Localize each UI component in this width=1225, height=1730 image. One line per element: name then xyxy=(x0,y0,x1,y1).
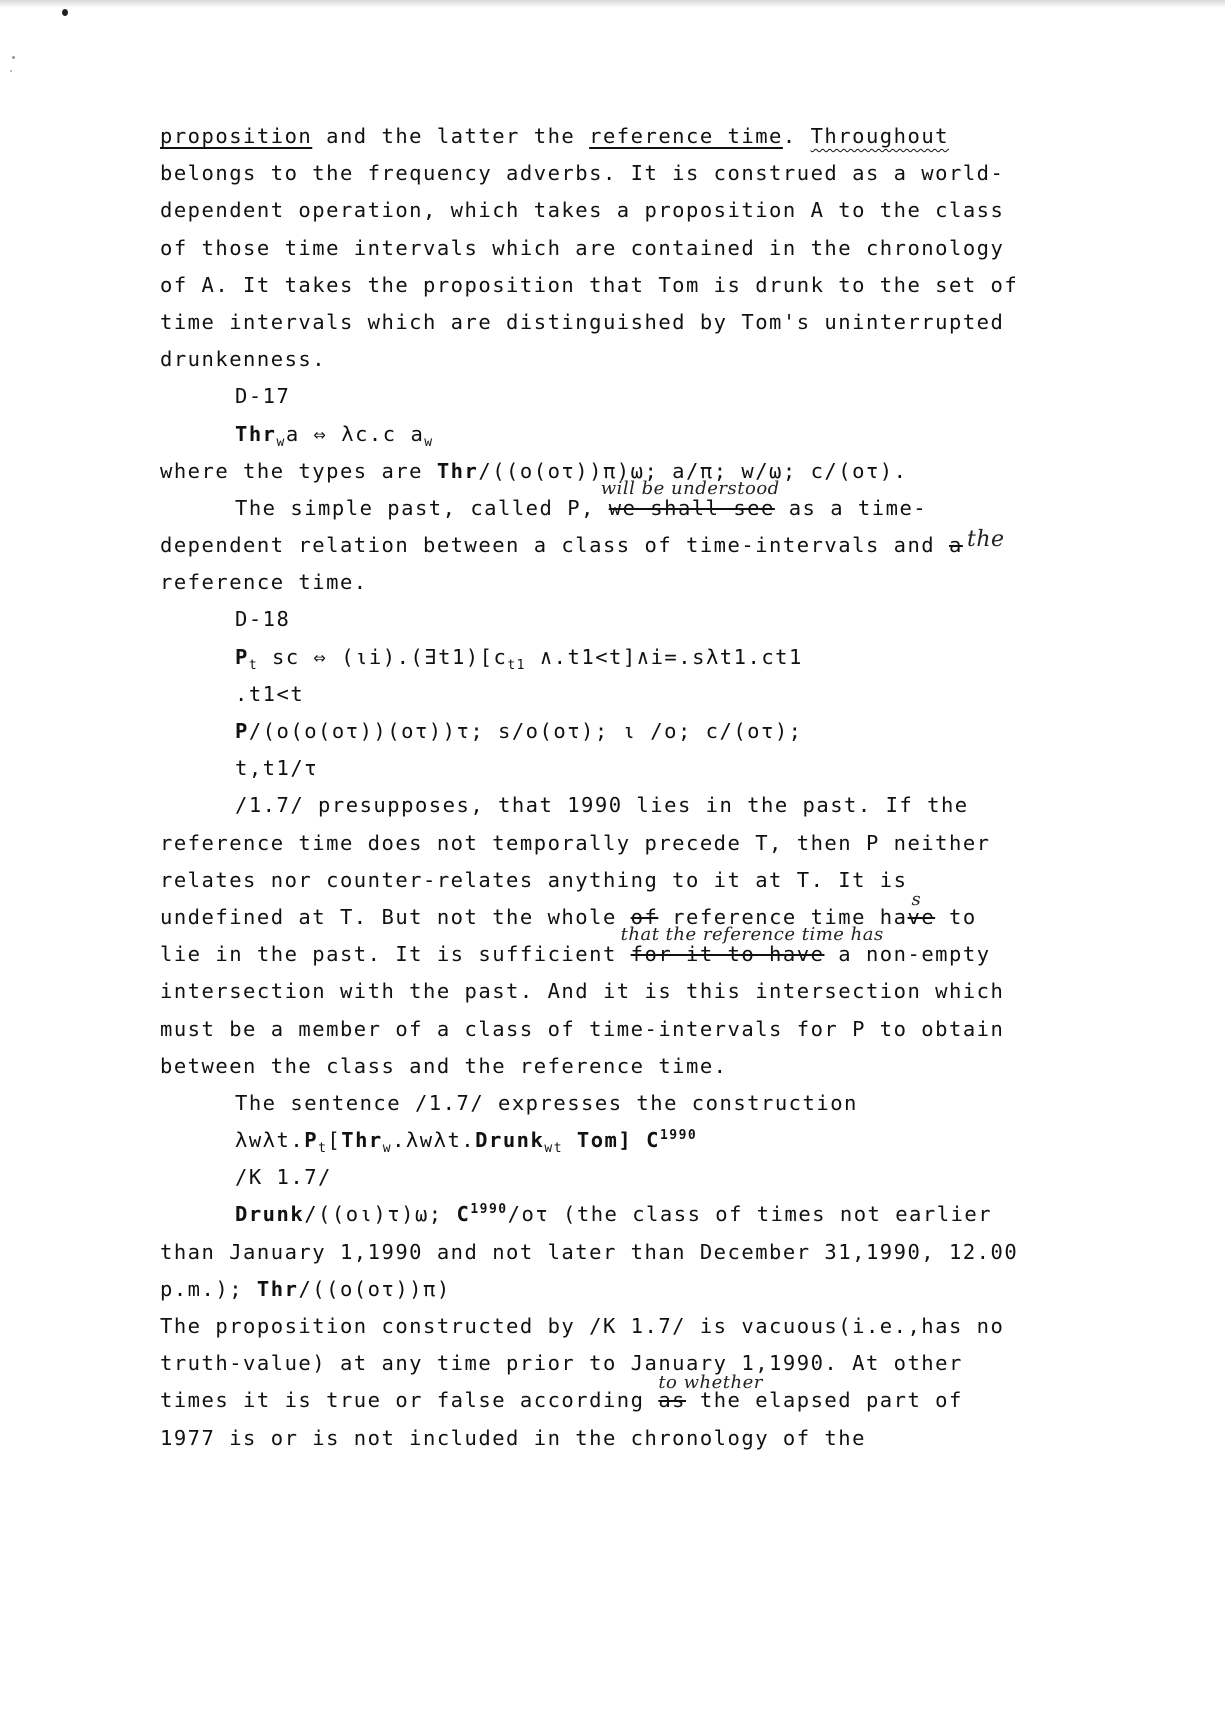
handwritten-insertion: to whether xyxy=(658,1372,763,1394)
types-line xyxy=(160,1271,1100,1308)
text-line: reference time does not temporally precede T, then P neither xyxy=(160,830,991,855)
text-line xyxy=(160,118,1100,155)
formula-part: Thr xyxy=(436,458,479,483)
text-span: where the types are xyxy=(160,458,437,483)
text-line: dependent operation, which takes a proposition A to the class xyxy=(160,198,1005,223)
text-line: of A. It takes the proposition that Tom is drunk to the set of xyxy=(160,272,1019,297)
scan-speck xyxy=(10,70,12,72)
formula-sup: 1990 xyxy=(470,1202,508,1218)
formula-part: [ xyxy=(327,1128,342,1153)
struck-text: we shall see xyxy=(608,495,775,520)
struck-text: a xyxy=(949,533,963,558)
text-line: 1977 is or is not included in the chronology of the xyxy=(160,1425,866,1450)
formula-sub: t xyxy=(248,657,259,673)
formula-part: ∧.t1<t]∧i=.sλt1.ct1 xyxy=(526,644,803,669)
formula-part: Thr xyxy=(235,421,277,446)
text-span: and the latter the xyxy=(312,124,590,148)
text-line: relates nor counter-relates anything to it at T. It is xyxy=(160,867,908,892)
text-line: reference time. xyxy=(160,570,368,595)
struck-text: ve xyxy=(907,904,936,929)
text-span: /oτ (the class of times not earlier xyxy=(507,1202,993,1227)
formula-part: Tom] C xyxy=(563,1128,660,1153)
text-span: . xyxy=(782,124,811,148)
text-span: times it is true or false according xyxy=(160,1388,659,1413)
formula-d17 xyxy=(160,416,1100,453)
text-line: time intervals which are distinguished by Tom's uninterrupted xyxy=(160,309,1005,334)
text-span: p.m.); xyxy=(160,1276,257,1301)
text-line: of those time intervals which are contained in the chronology xyxy=(160,235,1005,260)
formula-part: a ⇔ λc.c a xyxy=(285,421,425,446)
text-line: The sentence /1.7/ expresses the construction xyxy=(235,1090,858,1115)
formula-part: P xyxy=(235,644,249,669)
typed-page xyxy=(160,118,1100,1457)
scan-speck xyxy=(12,56,15,59)
text-span: the elapsed part of xyxy=(686,1388,963,1413)
formula-sub: t xyxy=(318,1141,328,1157)
formula-sub: w xyxy=(382,1141,393,1157)
handwritten-insertion: the xyxy=(967,527,1005,553)
text-line: drunkenness. xyxy=(160,347,327,372)
struck-text: of xyxy=(630,904,659,929)
struck-text: for it to have xyxy=(630,942,825,967)
formula-part: P xyxy=(304,1128,319,1153)
term-throughout: Throughout xyxy=(810,124,950,148)
formula-sub: t1 xyxy=(507,657,526,673)
formula-part: /(o(o(oτ))(oτ))τ; s/o(oτ); ι /o; c/(oτ); xyxy=(248,719,803,743)
definition-label-d18: D-18 xyxy=(235,607,291,632)
formula-sub: w xyxy=(424,434,434,450)
construction-label: /K 1.7/ xyxy=(235,1165,332,1190)
formula-line: t,t1/τ xyxy=(235,756,319,781)
text-line: intersection with the past. And it is this intersection which xyxy=(160,979,1005,1004)
scan-top-edge xyxy=(0,0,1225,8)
formula-part: Drunk xyxy=(475,1128,545,1153)
text-line xyxy=(160,1372,1100,1419)
text-span: The simple past, called P, xyxy=(235,495,609,520)
formula-line xyxy=(160,713,1100,750)
text-span: reference time ha xyxy=(658,904,908,929)
text-line: than January 1,1990 and not later than December 31,1990, 12.00 xyxy=(160,1239,1019,1264)
text-line xyxy=(160,527,1100,564)
text-span: /((oι)τ)ω; xyxy=(304,1202,457,1227)
text-span: /((o(oτ))π) xyxy=(298,1276,451,1301)
handwritten-insertion: that the reference time has xyxy=(620,924,884,946)
formula-part: .λwλt. xyxy=(392,1128,476,1153)
text-line xyxy=(160,924,1100,973)
types-line xyxy=(160,1196,1100,1233)
text-span: dependent relation between a class of time-intervals and xyxy=(160,533,949,558)
formula-part: sc ⇔ (ιi).(∃t1)[c xyxy=(258,644,508,669)
text-line: /1.7/ presupposes, that 1990 lies in the past. If the xyxy=(235,793,969,818)
construction-k17 xyxy=(160,1122,1100,1159)
text-line: The proposition constructed by /K 1.7/ is vacuous(i.e.,has no xyxy=(160,1314,1005,1338)
text-span: /((o(oτ))π)ω; a/π; w/ω; c/(oτ). xyxy=(478,458,908,483)
text-line: must be a member of a class of time-intervals for P to obtain xyxy=(160,1016,1005,1041)
text-span: lie in the past. It is sufficient xyxy=(160,942,631,967)
formula-sub: w xyxy=(276,434,286,450)
definition-label-d17: D-17 xyxy=(235,384,291,409)
formula-part: λwλt. xyxy=(235,1128,305,1153)
formula-d18 xyxy=(160,639,1100,676)
text-line: belongs to the frequency adverbs. It is construed as a world- xyxy=(160,161,1005,186)
formula-part: P xyxy=(235,719,249,743)
term-reference-time: reference time xyxy=(589,124,783,148)
formula-part: Thr xyxy=(256,1276,299,1301)
handwritten-insertion: will be understood xyxy=(600,477,780,499)
text-span: as a time- xyxy=(774,495,928,520)
formula-part: Thr xyxy=(341,1128,383,1153)
formula-line: .t1<t xyxy=(235,681,305,706)
formula-part: C xyxy=(456,1202,471,1227)
text-line: between the class and the reference time. xyxy=(160,1053,728,1078)
formula-part: Drunk xyxy=(235,1202,305,1227)
handwritten-insertion: s xyxy=(911,888,922,910)
struck-text: as xyxy=(658,1388,687,1413)
formula-sub: wt xyxy=(544,1141,564,1157)
text-line xyxy=(160,477,1100,527)
scan-speck xyxy=(62,9,68,16)
formula-sup: 1990 xyxy=(659,1128,698,1144)
term-proposition: proposition xyxy=(160,124,313,148)
text-span: a non-empty xyxy=(824,942,991,967)
text-span: undefined at T. But not the whole xyxy=(160,904,631,929)
text-span: to xyxy=(935,904,977,929)
text-line: truth-value) at any time prior to January 1,1990. At other xyxy=(160,1351,963,1376)
